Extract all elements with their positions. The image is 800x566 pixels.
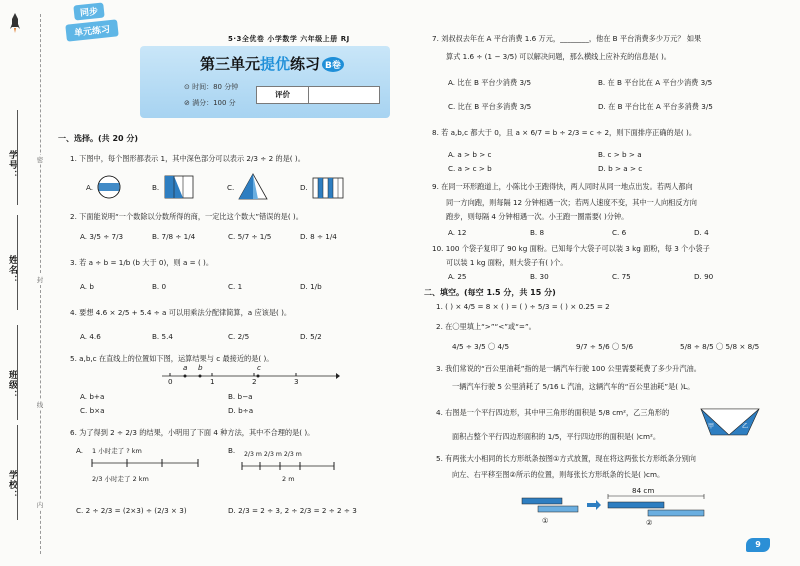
q5-axis-1: 1 — [210, 377, 215, 386]
q5-opt-c: C. b×a — [80, 406, 105, 415]
unit-badge — [66, 2, 140, 52]
q6-b-text2: 2 m — [282, 475, 295, 483]
q9-opt-c: C. 6 — [612, 228, 627, 237]
seal-char: 内 — [36, 501, 44, 509]
q9-opt-a: A. 12 — [448, 228, 467, 237]
fill-5-label-2: ② — [646, 518, 653, 527]
time-info: ⊙ 时间：80 分钟 — [184, 83, 239, 91]
rocket-icon — [9, 12, 21, 34]
name-line — [17, 215, 18, 310]
q5-axis-0: 0 — [168, 377, 173, 386]
fill-4-yi: 乙 — [742, 423, 749, 430]
student-id-line — [17, 110, 18, 205]
question-1: 1. 下图中，每个图形都表示 1，其中深色部分可以表示 2/3 ÷ 2 的是( )。 — [70, 154, 305, 163]
page-title: 第三单元提优练习 B卷 — [200, 53, 344, 74]
question-9-line3: 跑步，则每隔 4 分钟相遇一次。小王跑一圈需要( )分钟。 — [446, 212, 629, 221]
q7-opt-a: A. 比在 B 平台少消费 3/5 — [448, 78, 532, 87]
fill-2-item-2: 9/7 ÷ 5/6 〇 5/6 — [576, 342, 634, 351]
question-10-line1: 10. 100 个袋子复印了 90 kg 面粉。已知每个大袋子可以装 3 kg 面粉，每 3 个小袋子 — [432, 244, 710, 253]
q5-axis-2: 2 — [252, 377, 257, 386]
section-choice-heading: 一、选择。(共 20 分) — [58, 134, 139, 143]
q1-figure-b — [164, 175, 194, 199]
question-9-line1: 9. 在同一环形跑道上，小陈比小王跑得快，两人同时从同一地点出发。若两人都向 — [432, 182, 693, 191]
q3-opt-b: B. 0 — [152, 282, 167, 291]
student-id-label: 学号： — [7, 150, 17, 180]
q6-a-bar — [90, 456, 200, 470]
question-6: 6. 为了得到 2 ÷ 2/3 的结果，小明用了下面 4 种方法，其中不合理的是( )。 — [70, 428, 315, 437]
q7-opt-b: B. 在 B 平台比在 A 平台少消费 3/5 — [598, 78, 713, 87]
fill-5-line1: 5. 有两张大小相同的长方形纸条按图①方式放置，现在将这两张长方形纸条分别向 — [436, 454, 696, 463]
q6-option-d: D. 2/3 = 2 ÷ 3, 2 ÷ 2/3 = 2 ÷ 2 ÷ 3 — [228, 506, 357, 515]
badge-line1: 同步 — [73, 2, 104, 20]
fill-5-figure-1 — [520, 494, 582, 522]
question-10-line2: 可以装 1 kg 面粉，则大袋子有( )个。 — [446, 258, 568, 267]
full-score-info: ⊘ 满分：100 分 — [184, 99, 236, 107]
question-3: 3. 若 a ÷ b = 1/b (b 大于 0)，则 a = ( )。 — [70, 258, 214, 267]
class-line — [17, 325, 18, 420]
q5-axis-3: 3 — [294, 377, 299, 386]
q9-opt-b: B. 8 — [530, 228, 545, 237]
q8-opt-a: A. a > b > c — [448, 150, 492, 159]
fill-4-line2: 面积占整个平行四边形面积的 1/5，平行四边形的面积是( )cm²。 — [452, 432, 661, 441]
q1-opt-c: C. — [227, 183, 235, 192]
q2-opt-b: B. 7/8 ÷ 1/4 — [152, 232, 196, 241]
arrow-right-icon — [586, 500, 602, 510]
q6-option-c: C. 2 ÷ 2/3 = (2×3) ÷ (2/3 × 3) — [76, 506, 187, 515]
q3-opt-c: C. 1 — [228, 282, 243, 291]
school-line — [17, 425, 18, 520]
q6-b-text1: 2/3 m 2/3 m 2/3 m — [244, 451, 302, 458]
q1-figure-d — [312, 177, 344, 199]
q6-option-a-label: A. — [76, 446, 84, 455]
q5-opt-b: B. b−a — [228, 392, 253, 401]
score-box[interactable] — [256, 86, 380, 104]
q3-opt-d: D. 1/b — [300, 282, 322, 291]
q8-opt-c: C. a > c > b — [448, 164, 492, 173]
question-8: 8. 若 a,b,c 都大于 0，且 a × 6/7 = b ÷ 2/3 = c ÷ 2，则下面排序正确的是( )。 — [432, 128, 697, 137]
q2-opt-d: D. 8 ÷ 1/4 — [300, 232, 337, 241]
section-fill-heading: 二、填空。(每空 1.5 分，共 15 分) — [424, 288, 556, 297]
q10-opt-d: D. 90 — [694, 272, 714, 281]
q10-opt-b: B. 30 — [530, 272, 549, 281]
seal-char: 封 — [36, 276, 44, 284]
badge-line2: 单元练习 — [65, 19, 119, 41]
q8-opt-d: D. b > a > c — [598, 164, 643, 173]
q4-opt-c: C. 2/5 — [228, 332, 250, 341]
q4-opt-a: A. 4.6 — [80, 332, 101, 341]
q2-opt-a: A. 3/5 ÷ 7/3 — [80, 232, 124, 241]
name-label: 姓名： — [7, 255, 17, 285]
q1-opt-d: D. — [300, 183, 308, 192]
q4-opt-b: B. 5.4 — [152, 332, 173, 341]
seal-char: 线 — [36, 401, 44, 409]
q1-figure-a — [96, 174, 122, 200]
fill-2: 2. 在〇里填上“>”“<”或“=”。 — [436, 322, 536, 331]
fill-2-item-3: 5/8 ÷ 8/5 〇 5/8 × 8/5 — [680, 342, 760, 351]
q5-opt-d: D. b÷a — [228, 406, 254, 415]
fill-4-jia: 甲 — [708, 423, 715, 430]
q7-opt-d: D. 在 B 平台比在 A 平台多消费 3/5 — [598, 102, 713, 111]
series-tags: 5·3全优卷 小学数学 六年级上册 RJ — [228, 35, 350, 43]
fill-1: 1. ( ) × 4/5 = 8 × ( ) = ( ) ÷ 5/3 = ( ) × 0.25 = 2 — [436, 302, 610, 311]
school-label: 学校： — [7, 470, 17, 500]
cut-line — [40, 14, 41, 554]
fill-5-line2: 向左、右平移至图②所示的位置，则每张长方形纸条的长是( )cm。 — [452, 470, 665, 479]
question-5: 5. a,b,c 在直线上的位置如下图，运算结果与 c 最接近的是( )。 — [70, 354, 274, 363]
q7-opt-c: C. 比在 B 平台多消费 3/5 — [448, 102, 532, 111]
fill-3-line1: 3. 我们常说的“百公里油耗”指的是一辆汽车行驶 100 公里需要耗费了多少升汽油。 — [436, 364, 701, 373]
question-7-line1: 7. 刘叔叔去年在 A 平台消费 1.6 万元，________，他在 B 平台消费多少万元？ 如果 — [432, 34, 702, 43]
q5-opt-a: A. b+a — [80, 392, 105, 401]
question-4: 4. 要想 4.6 × 2/5 + 5.4 ÷ a 可以用乘法分配律简算，a 应该是( )。 — [70, 308, 292, 317]
q5-point-c: c — [257, 363, 261, 372]
q10-opt-c: C. 75 — [612, 272, 631, 281]
fill-5-figure-2 — [606, 494, 706, 522]
q6-option-b-label: B. — [228, 446, 236, 455]
question-2: 2. 下面能说明“一个数除以分数所得的商，一定比这个数大”错误的是( )。 — [70, 212, 303, 221]
q1-opt-a: A. — [86, 183, 94, 192]
q9-opt-d: D. 4 — [694, 228, 709, 237]
question-7-line2: 算式 1.6 ÷ (1 − 3/5) 可以解决问题，那么横线上应补充的信息是( )。 — [446, 52, 671, 61]
fill-3-line2: 一辆汽车行驶 5 公里消耗了 5/16 L 汽油，这辆汽车的“百公里油耗”是( )L。 — [452, 382, 695, 391]
binding-gutter — [0, 0, 50, 566]
title-banner — [140, 46, 390, 118]
q6-a-text1: 1 小时走了 ? km — [92, 447, 142, 455]
score-label: 评价 — [257, 87, 309, 103]
q2-opt-c: C. 5/7 ÷ 1/5 — [228, 232, 272, 241]
q8-opt-b: B. c > b > a — [598, 150, 642, 159]
fill-5-label-1: ① — [542, 516, 549, 525]
fill-4-line1: 4. 右图是一个平行四边形，其中甲三角形的面积是 5/8 cm²，乙三角形的 — [436, 408, 670, 417]
q6-a-text2: 2/3 小时走了 2 km — [92, 475, 149, 483]
q1-figure-c — [238, 173, 268, 200]
question-9-line2: 同一方向跑，则每隔 12 分钟相遇一次；若两人速度不变，其中一人向相反方向 — [446, 198, 697, 207]
q3-opt-a: A. b — [80, 282, 94, 291]
q4-opt-d: D. 5/2 — [300, 332, 322, 341]
page-number: 9 — [746, 538, 770, 552]
seal-char: 密 — [36, 156, 44, 164]
fill-2-item-1: 4/5 ÷ 3/5 〇 4/5 — [452, 342, 510, 351]
class-label: 班级： — [7, 370, 17, 400]
q1-opt-b: B. — [152, 183, 160, 192]
q5-point-b: b — [198, 363, 203, 372]
q10-opt-a: A. 25 — [448, 272, 467, 281]
fill-5-length: 84 cm — [632, 486, 655, 495]
version-tag: B卷 — [322, 57, 344, 72]
q5-point-a: a — [183, 363, 188, 372]
